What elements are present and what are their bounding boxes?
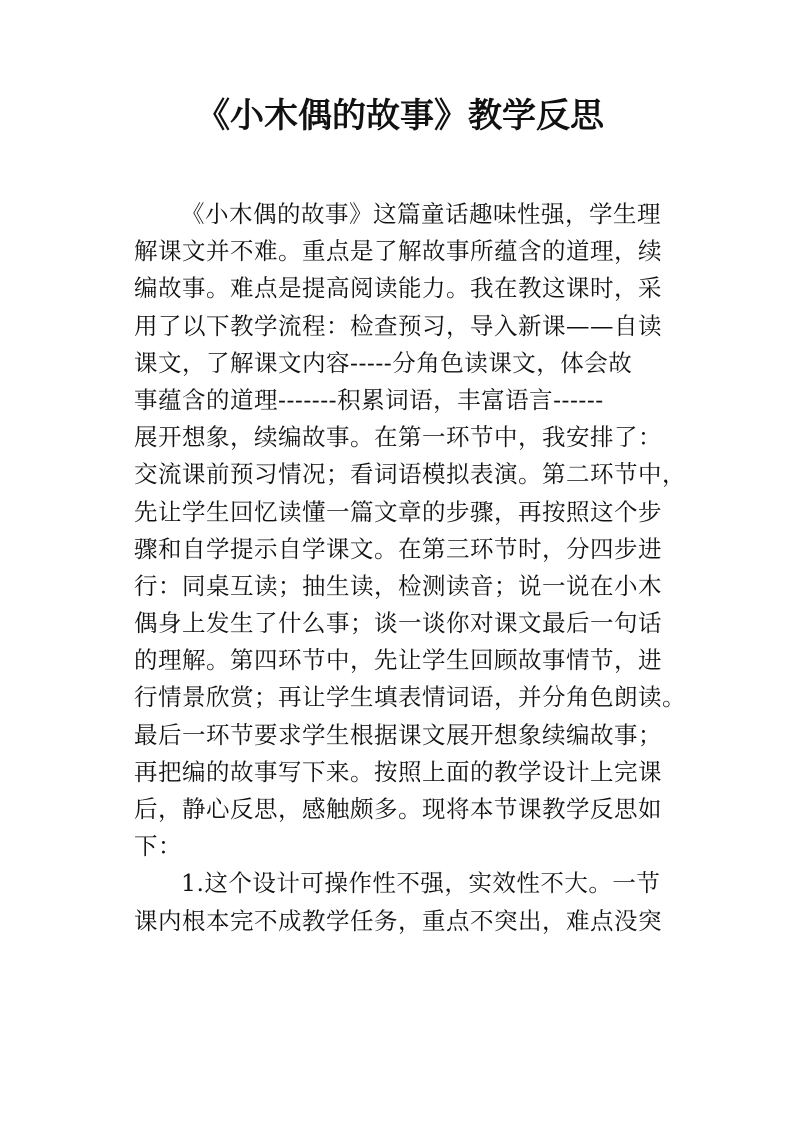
document-body — [134, 196, 694, 940]
document-title: 《小木偶的故事》教学反思 — [196, 96, 604, 136]
paragraph-line: 事蕴含的道理-------积累词语，丰富语言------ — [134, 385, 604, 414]
paragraph-line: 再把编的故事写下来。按照上面的教学设计上完课 — [134, 757, 662, 786]
paragraph-line: 课内根本完不成教学任务，重点不突出，难点没突 — [134, 906, 662, 935]
paragraph-line: 先让学生回忆读懂一篇文章的步骤，再按照这个步 — [134, 497, 662, 526]
paragraph-line: 的理解。第四环节中，先让学生回顾故事情节，进 — [134, 646, 662, 675]
paragraph-line: 最后一环节要求学生根据课文展开想象续编故事； — [134, 720, 662, 749]
paragraph-line: 用了以下教学流程：检查预习，导入新课——自读 — [134, 311, 662, 340]
paragraph-line: 1.这个设计可操作性不强，实效性不大。一节 — [181, 869, 661, 898]
paragraph-line: 下： — [134, 832, 182, 861]
paragraph-line: 行情景欣赏；再让学生填表情词语，并分角色朗读。 — [134, 683, 686, 712]
paragraph-line: 展开想象，续编故事。在第一环节中，我安排了： — [134, 423, 662, 452]
paragraph-line: 行：同桌互读；抽生读，检测读音；说一说在小木 — [134, 571, 662, 600]
paragraph-line: 骤和自学提示自学课文。在第三环节时，分四步进 — [134, 534, 662, 563]
paragraph-line: 解课文并不难。重点是了解故事所蕴含的道理，续 — [134, 237, 662, 266]
paragraph-line: 《小木偶的故事》这篇童话趣味性强，学生理 — [181, 200, 661, 228]
paragraph-line: 课文，了解课文内容-----分角色读课文，体会故 — [134, 348, 633, 377]
paragraph-line: 交流课前预习情况；看词语模拟表演。第二环节中， — [134, 460, 686, 489]
paragraph-line: 后，静心反思，感触颇多。现将本节课教学反思如 — [134, 795, 662, 823]
paragraph-line: 编故事。难点是提高阅读能力。我在教这课时，采 — [134, 274, 662, 303]
paragraph-line: 偶身上发生了什么事；谈一谈你对课文最后一句话 — [134, 609, 662, 638]
